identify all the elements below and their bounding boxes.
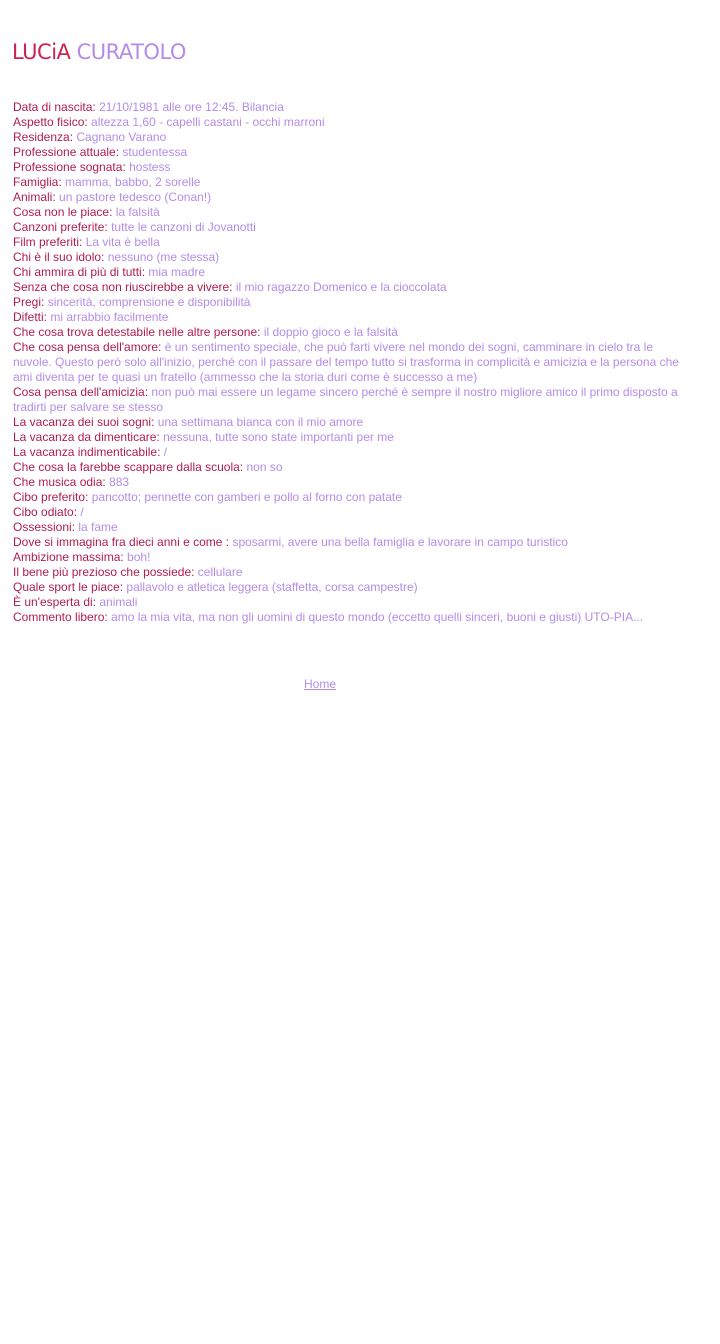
profile-row (13, 205, 693, 220)
profile-value: mia madre (148, 265, 206, 279)
profile-row (13, 595, 693, 610)
profile-value: pancotto; pennette con gamberi e pollo al forno con patate (91, 490, 402, 504)
profile-value: la fame (78, 520, 118, 534)
profile-value: / (80, 505, 84, 519)
profile-row (13, 490, 693, 505)
profile-value: amo la mia vita, ma non gli uomini di questo mondo (eccetto quelli sinceri, buoni e giusti) UTO-PIA... (111, 610, 644, 624)
profile-label: La vacanza da dimenticare: (13, 430, 160, 444)
profile-value: animali (99, 595, 138, 609)
profile-value: un pastore tedesco (Conan!) (59, 190, 212, 204)
profile-value: studentessa (122, 145, 188, 159)
profile-label: Senza che cosa non riuscirebbe a vivere: (13, 280, 233, 294)
profile-row (13, 565, 693, 580)
profile-value: nessuna, tutte sono state importanti per me (163, 430, 394, 444)
profile-row (13, 115, 693, 130)
profile-row (13, 445, 693, 460)
profile-value: boh! (127, 550, 151, 564)
profile-row (13, 295, 693, 310)
profile-label: Cosa pensa dell'amicizia: (13, 385, 149, 399)
profile-label: È un'esperta di: (13, 595, 97, 609)
profile-value: mi arrabbio facilmente (50, 310, 169, 324)
profile-label: Animali: (13, 190, 56, 204)
profile-row (13, 145, 693, 160)
profile-value: La vita è bella (85, 235, 160, 249)
profile-value: 21/10/1981 alle ore 12:45. Bilancia (99, 100, 284, 114)
profile-label: Residenza: (13, 130, 74, 144)
profile-value: la falsità (115, 205, 160, 219)
profile-row (13, 190, 693, 205)
profile-row (13, 415, 693, 430)
profile-value: non so (246, 460, 283, 474)
profile-label: Pregi: (13, 295, 45, 309)
profile-value: nessuno (me stessa) (107, 250, 220, 264)
profile-row (13, 475, 693, 490)
profile-row (13, 535, 693, 550)
profile-row (13, 520, 693, 535)
profile-row (13, 175, 693, 190)
profile-row (13, 610, 693, 625)
profile-row (13, 220, 693, 235)
profile-value: una settimana bianca con il mio amore (157, 415, 364, 429)
profile-label: Professione sognata: (13, 160, 126, 174)
profile-label: Ambizione massima: (13, 550, 124, 564)
profile-value: 883 (109, 475, 130, 489)
profile-value: sincerità, comprensione e disponibilità (47, 295, 251, 309)
title-first-name: LUCiA (12, 40, 71, 64)
profile-row (13, 280, 693, 295)
profile-label: Famiglia: (13, 175, 62, 189)
profile-label: Dove si immagina fra dieci anni e come : (13, 535, 230, 549)
profile-value: tutte le canzoni di Jovanotti (111, 220, 256, 234)
profile-value: non può mai essere un legame sincero perché è sempre il nostro migliore amico il primo disposto a tradirti per salvare se stesso (13, 385, 678, 414)
profile-value: Cagnano Varano (76, 130, 167, 144)
title-last-name: CURATOLO (76, 40, 186, 64)
profile-value: è un sentimento speciale, che può farti vivere nel mondo dei sogni, camminare in cielo tra le nuvole. Questo però solo all'inizio, perché con il passare del tempo tutto si trasforma in complicità e amicizia e la persona che ami diventa per te quasi un fratello (ammesso che la storia duri come è successo a me) (13, 340, 679, 384)
profile-label: Cibo preferito: (13, 490, 89, 504)
profile-row (13, 100, 693, 115)
profile-label: Data di nascita: (13, 100, 96, 114)
profile-row (13, 460, 693, 475)
profile-label: La vacanza dei suoi sogni: (13, 415, 155, 429)
profile-value: / (163, 445, 168, 459)
profile-label: Quale sport le piace: (13, 580, 124, 594)
profile-value: pallavolo e atletica leggera (staffetta, corsa campestre) (126, 580, 418, 594)
profile-label: Aspetto fisico: (13, 115, 88, 129)
profile-row (13, 385, 693, 415)
profile-row (13, 235, 693, 250)
profile-label: Che cosa trova detestabile nelle altre persone: (13, 325, 261, 339)
profile-label: La vacanza indimenticabile: (13, 445, 161, 459)
profile-value: hostess (129, 160, 171, 174)
profile-label: Canzoni preferite: (13, 220, 108, 234)
profile-label: Il bene più prezioso che possiede: (13, 565, 195, 579)
profile-row (13, 160, 693, 175)
profile-row (13, 250, 693, 265)
profile-row (13, 430, 693, 445)
profile-label: Cosa non le piace: (13, 205, 113, 219)
profile-label: Ossessioni: (13, 520, 76, 534)
profile-label: Che cosa la farebbe scappare dalla scuola: (13, 460, 244, 474)
profile-value: mamma, babbo, 2 sorelle (65, 175, 201, 189)
profile-row (13, 505, 693, 520)
profile-row (13, 310, 693, 325)
profile-value: cellulare (197, 565, 243, 579)
profile-label: Che cosa pensa dell'amore: (13, 340, 162, 354)
profile-row (13, 265, 693, 280)
profile-row (13, 130, 693, 145)
profile-label: Difetti: (13, 310, 48, 324)
profile-label: Commento libero: (13, 610, 108, 624)
profile-value: il doppio gioco e la falsità (263, 325, 398, 339)
page-title (12, 38, 186, 66)
profile-row (13, 580, 693, 595)
profile-row (13, 550, 693, 565)
profile-value: sposarmi, avere una bella famiglia e lavorare in campo turistico (232, 535, 568, 549)
profile-row (13, 325, 693, 340)
profile-label: Chi ammira di più di tutti: (13, 265, 146, 279)
profile-row (13, 340, 693, 385)
profile-label: Cibo odiato: (13, 505, 78, 519)
profile-label: Professione attuale: (13, 145, 120, 159)
profile-list (13, 100, 693, 625)
profile-value: altezza 1,60 - capelli castani - occhi marroni (91, 115, 325, 129)
home-link[interactable]: Home (304, 677, 337, 691)
profile-value: il mio ragazzo Domenico e la cioccolata (235, 280, 447, 294)
profile-label: Chi è il suo idolo: (13, 250, 105, 264)
profile-label: Che musica odia: (13, 475, 106, 489)
profile-label: Film preferiti: (13, 235, 83, 249)
